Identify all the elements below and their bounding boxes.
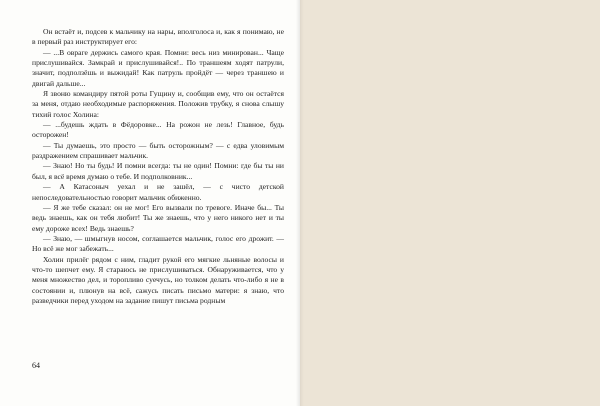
paragraph: Я звоню командиру пятой роты Гущину и, сообщив ему, что он остаётся за меня, отдаю необходимые распоряжения. Положив трубку, я снова слышу тихий голос Холина: — [32, 89, 284, 119]
paragraph: — Ты думаешь, это просто — быть осторожным? — с едва уловимым раздражением спрашивает мальчик. — [32, 140, 284, 161]
paragraph: — Я же тебе сказал: он не мог! Его вызвали по тревоге. Иначе бы... Ты ведь знаешь, как он тебя любит! Ты же знаешь, что у него никого нет и ты ему дороже всех! Ведь знаешь? — [32, 202, 284, 233]
paragraph: — А Катасоныч уехал и не зашёл, — с чисто детской непоследовательностью говорит мальчик обиженно. — [32, 182, 284, 202]
right-page — [300, 0, 600, 406]
page-number: 64 — [32, 361, 40, 370]
paragraph: Он встаёт и, подсев к мальчику на нары, вполголоса и, как я понимаю, не в первый раз инструктирует его: — [32, 27, 284, 47]
paragraph: — Знаю! Но ты будь! И помни всегда: ты не один! Помни: где бы ты ни был, я всё время думаю о тебе. И подполковник... — [32, 161, 284, 181]
paragraph: — ...В овраге держись самого края. Помни: весь низ минирован... Чаще прислушивайся. Замкрай и прислушивайся!.. По траншеям ходят патрули, значит, подползёшь и выжидай! Как патруль пройдёт — через траншею и двигай дальше... — [32, 47, 284, 88]
paragraph: — ...будешь ждать в Фёдоровке... На рожон не лезь! Главное, будь осторожен! — [32, 120, 284, 140]
paragraph: — Знаю, — шмыгнув носом, соглашается мальчик, голос его дрожит. — Но всё же мог забежать... — [32, 233, 284, 254]
paragraph: Холин прилёг рядом с ним, гладит рукой его мягкие льняные волосы и что-то шепчет ему. Я стараюсь не прислушиваться. Обнаруживается, что у меня множество дел, и торопливо суечусь, но толком делать что-либо я не в состоянии и, плюнув на всё, сажусь писать письмо матери: я знаю, что разведчики перед уходом на задание пишут письма родным — [32, 254, 284, 305]
body-text — [32, 27, 284, 306]
